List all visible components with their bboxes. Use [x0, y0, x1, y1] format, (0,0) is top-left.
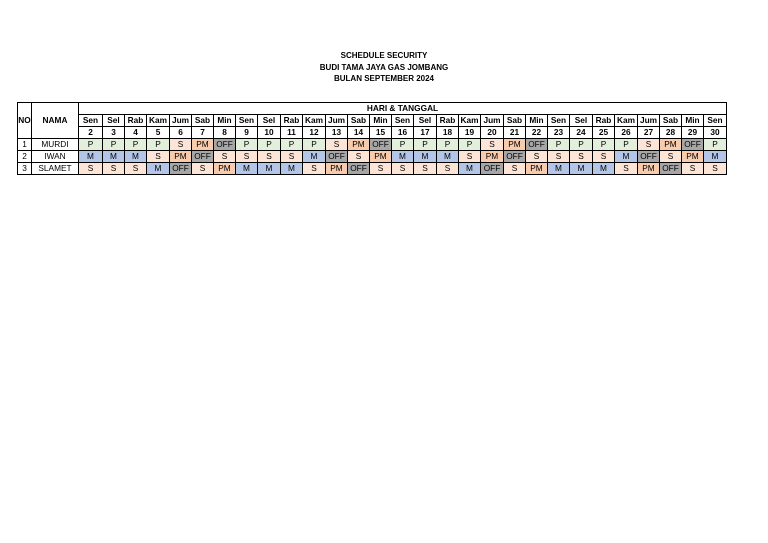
day-header: Rab — [281, 115, 303, 127]
shift-cell: S — [125, 163, 147, 175]
shift-cell: OFF — [481, 163, 504, 175]
shift-cell: P — [392, 139, 414, 151]
day-header: Sen — [236, 115, 258, 127]
date-header: 10 — [258, 127, 281, 139]
name-header: NAMA — [32, 103, 79, 139]
day-header: Jum — [638, 115, 660, 127]
shift-cell: P — [103, 139, 125, 151]
header-row-group — [18, 103, 727, 115]
shift-cell: S — [79, 163, 103, 175]
day-header: Sab — [192, 115, 214, 127]
date-header: 7 — [192, 127, 214, 139]
schedule-table — [17, 102, 727, 175]
shift-cell: P — [236, 139, 258, 151]
shift-cell: S — [526, 151, 548, 163]
shift-cell: OFF — [348, 163, 370, 175]
row-number: 1 — [18, 139, 32, 151]
day-header: Sen — [392, 115, 414, 127]
shift-cell: S — [414, 163, 437, 175]
shift-cell: P — [258, 139, 281, 151]
shift-cell: PM — [170, 151, 192, 163]
report-title-block — [0, 50, 768, 85]
day-header: Sab — [504, 115, 526, 127]
shift-cell: PM — [192, 139, 214, 151]
day-header: Sab — [660, 115, 682, 127]
shift-cell: OFF — [638, 151, 660, 163]
shift-cell: PM — [504, 139, 526, 151]
shift-cell: PM — [348, 139, 370, 151]
shift-cell: P — [548, 139, 570, 151]
shift-cell: P — [281, 139, 303, 151]
shift-cell: S — [593, 151, 615, 163]
day-header: Min — [682, 115, 704, 127]
shift-cell: S — [348, 151, 370, 163]
shift-cell: PM — [526, 163, 548, 175]
day-header: Rab — [593, 115, 615, 127]
day-header: Kam — [303, 115, 326, 127]
shift-cell: M — [236, 163, 258, 175]
date-header: 8 — [214, 127, 236, 139]
shift-cell: PM — [326, 163, 348, 175]
shift-cell: S — [370, 163, 392, 175]
shift-cell: M — [303, 151, 326, 163]
date-header: 26 — [615, 127, 638, 139]
day-header: Sen — [704, 115, 727, 127]
date-header: 14 — [348, 127, 370, 139]
date-header: 17 — [414, 127, 437, 139]
shift-cell: M — [79, 151, 103, 163]
day-header: Sen — [548, 115, 570, 127]
no-header: NO — [18, 103, 32, 139]
date-header: 24 — [570, 127, 593, 139]
date-header: 3 — [103, 127, 125, 139]
shift-cell: M — [615, 151, 638, 163]
date-header: 2 — [79, 127, 103, 139]
date-header: 11 — [281, 127, 303, 139]
shift-cell: P — [414, 139, 437, 151]
date-header: 16 — [392, 127, 414, 139]
employee-name: IWAN — [32, 151, 79, 163]
shift-cell: S — [326, 139, 348, 151]
shift-cell: OFF — [370, 139, 392, 151]
shift-cell: S — [214, 151, 236, 163]
shift-cell: M — [258, 163, 281, 175]
shift-cell: OFF — [192, 151, 214, 163]
shift-cell: OFF — [170, 163, 192, 175]
shift-cell: S — [437, 163, 459, 175]
shift-cell: S — [660, 151, 682, 163]
row-number: 3 — [18, 163, 32, 175]
shift-cell: P — [570, 139, 593, 151]
shift-cell: PM — [638, 163, 660, 175]
shift-cell: M — [704, 151, 727, 163]
shift-cell: OFF — [526, 139, 548, 151]
shift-cell: S — [103, 163, 125, 175]
shift-cell: S — [548, 151, 570, 163]
day-header: Rab — [125, 115, 147, 127]
day-header: Sel — [103, 115, 125, 127]
shift-cell: P — [459, 139, 481, 151]
report-period: BULAN SEPTEMBER 2024 — [333, 74, 435, 83]
shift-cell: M — [437, 151, 459, 163]
date-header: 21 — [504, 127, 526, 139]
date-header: 29 — [682, 127, 704, 139]
day-header: Jum — [326, 115, 348, 127]
date-header: 19 — [459, 127, 481, 139]
shift-cell: S — [615, 163, 638, 175]
date-header: 28 — [660, 127, 682, 139]
header-row-days — [18, 115, 727, 127]
date-header: 25 — [593, 127, 615, 139]
day-header: Rab — [437, 115, 459, 127]
shift-cell: OFF — [682, 139, 704, 151]
day-header: Min — [370, 115, 392, 127]
shift-cell: M — [548, 163, 570, 175]
shift-cell: S — [481, 139, 504, 151]
shift-cell: M — [593, 163, 615, 175]
shift-cell: M — [414, 151, 437, 163]
date-header: 20 — [481, 127, 504, 139]
day-header: Sab — [348, 115, 370, 127]
shift-cell: P — [593, 139, 615, 151]
date-header: 15 — [370, 127, 392, 139]
shift-cell: S — [170, 139, 192, 151]
company-name: BUDI TAMA JAYA GAS JOMBANG — [319, 62, 449, 72]
day-header: Kam — [459, 115, 481, 127]
employee-row — [18, 139, 727, 151]
shift-cell: PM — [481, 151, 504, 163]
shift-cell: S — [704, 163, 727, 175]
shift-cell: M — [281, 163, 303, 175]
date-header: 5 — [147, 127, 170, 139]
report-title: SCHEDULE SECURITY — [340, 51, 428, 60]
shift-cell: S — [459, 151, 481, 163]
shift-cell: M — [392, 151, 414, 163]
shift-cell: OFF — [660, 163, 682, 175]
day-header: Min — [214, 115, 236, 127]
date-header: 22 — [526, 127, 548, 139]
shift-cell: S — [147, 151, 170, 163]
shift-cell: S — [192, 163, 214, 175]
day-header: Min — [526, 115, 548, 127]
shift-cell: S — [504, 163, 526, 175]
day-header: Sen — [79, 115, 103, 127]
date-header: 30 — [704, 127, 727, 139]
shift-cell: PM — [370, 151, 392, 163]
employee-row — [18, 151, 727, 163]
shift-cell: M — [570, 163, 593, 175]
shift-cell: S — [392, 163, 414, 175]
day-header: Jum — [481, 115, 504, 127]
shift-cell: OFF — [214, 139, 236, 151]
date-header: 27 — [638, 127, 660, 139]
shift-cell: M — [125, 151, 147, 163]
shift-cell: PM — [214, 163, 236, 175]
shift-cell: PM — [682, 151, 704, 163]
date-header: 13 — [326, 127, 348, 139]
shift-cell: P — [615, 139, 638, 151]
row-number: 2 — [18, 151, 32, 163]
shift-cell: S — [638, 139, 660, 151]
day-header: Kam — [147, 115, 170, 127]
day-header: Kam — [615, 115, 638, 127]
day-header: Sel — [258, 115, 281, 127]
shift-cell: P — [125, 139, 147, 151]
shift-cell: P — [303, 139, 326, 151]
shift-cell: S — [258, 151, 281, 163]
shift-cell: S — [236, 151, 258, 163]
shift-cell: P — [79, 139, 103, 151]
shift-cell: M — [147, 163, 170, 175]
shift-cell: S — [682, 163, 704, 175]
date-header: 6 — [170, 127, 192, 139]
day-header: Sel — [570, 115, 593, 127]
day-header: Jum — [170, 115, 192, 127]
shift-cell: P — [704, 139, 727, 151]
shift-cell: OFF — [326, 151, 348, 163]
header-row-dates — [18, 127, 727, 139]
date-header: 4 — [125, 127, 147, 139]
employee-name: SLAMET — [32, 163, 79, 175]
shift-cell: S — [303, 163, 326, 175]
employee-row — [18, 163, 727, 175]
date-header: 18 — [437, 127, 459, 139]
shift-cell: PM — [660, 139, 682, 151]
shift-cell: P — [437, 139, 459, 151]
shift-cell: M — [103, 151, 125, 163]
employee-name: MURDI — [32, 139, 79, 151]
date-header: 12 — [303, 127, 326, 139]
date-header: 23 — [548, 127, 570, 139]
date-header: 9 — [236, 127, 258, 139]
shift-cell: S — [281, 151, 303, 163]
shift-cell: M — [459, 163, 481, 175]
shift-cell: S — [570, 151, 593, 163]
hari-tanggal-header: HARI & TANGGAL — [79, 103, 727, 115]
day-header: Sel — [414, 115, 437, 127]
shift-cell: OFF — [504, 151, 526, 163]
shift-cell: P — [147, 139, 170, 151]
